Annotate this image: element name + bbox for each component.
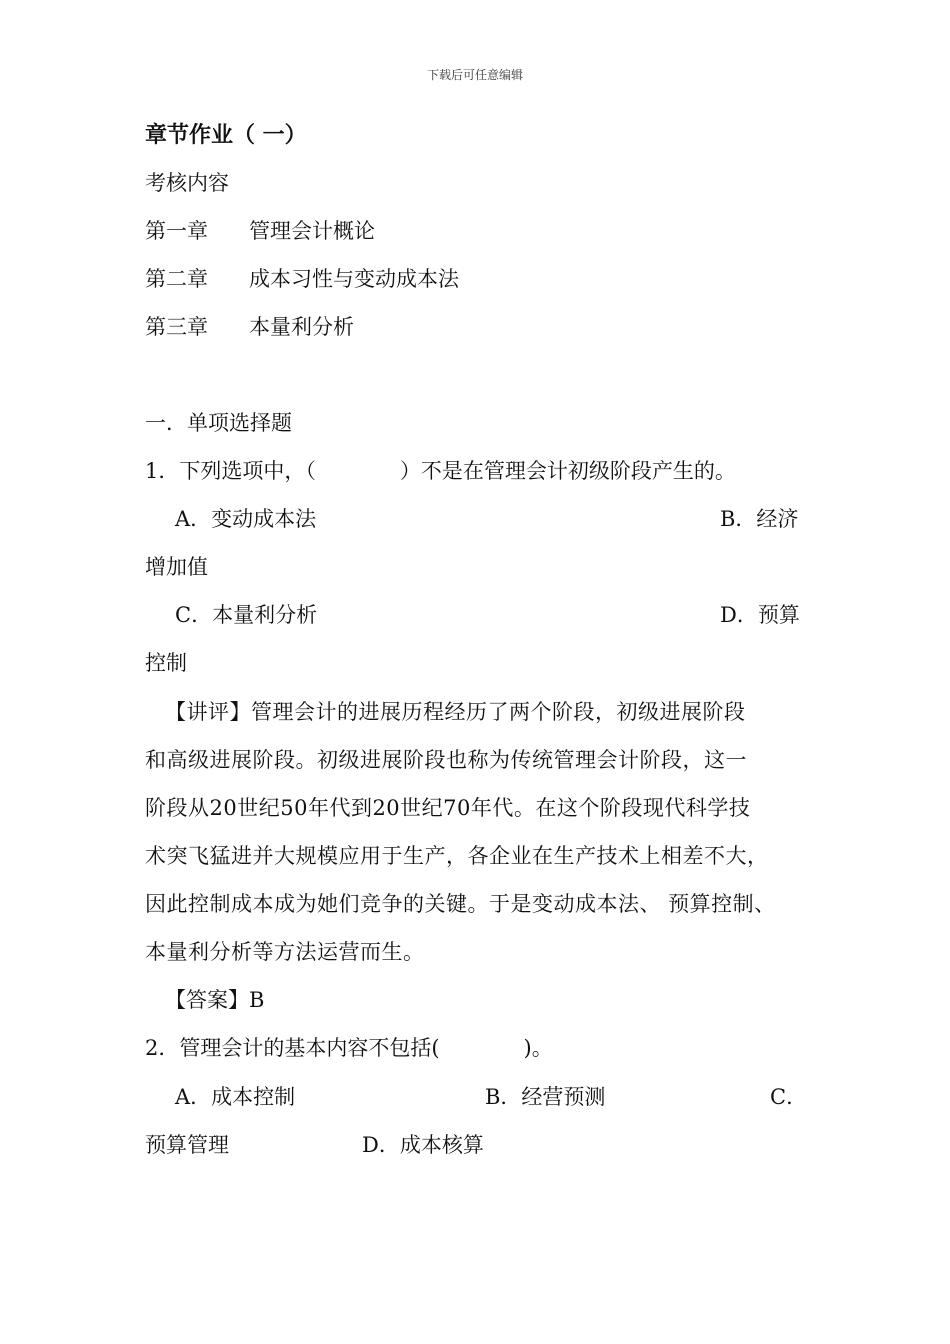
question-2-option-b: B．经营预测 xyxy=(485,1085,606,1109)
chapter-name: 本量利分析 xyxy=(249,315,354,339)
comment-line: 因此控制成本成为她们竞争的关键。于是变动成本法、 预算控制、 xyxy=(145,892,776,916)
question-1-option-a: A．变动成本法 xyxy=(175,507,317,531)
chapter-item xyxy=(145,216,375,246)
section-label: 考核内容 xyxy=(145,171,229,195)
chapter-number: 第一章 xyxy=(145,219,208,243)
chapter-name: 成本习性与变动成本法 xyxy=(249,267,459,291)
question-2-option-d: D．成本核算 xyxy=(362,1133,484,1157)
question-1-option-b-head: B．经济 xyxy=(720,507,799,531)
question-2-option-c-tail: 预算管理 xyxy=(145,1133,229,1157)
comment-line: 本量利分析等方法运营而生。 xyxy=(145,940,425,964)
chapter-item xyxy=(145,264,459,294)
chapter-number: 第三章 xyxy=(145,315,208,339)
question-2-option-a: A．成本控制 xyxy=(175,1085,296,1109)
page-header: 下载后可任意编辑 xyxy=(426,68,523,82)
question-1-option-d-head: D．预算 xyxy=(720,603,800,627)
question-1-stem: 1．下列选项中，（ ）不是在管理会计初级阶段产生的。 xyxy=(145,459,736,483)
question-2-option-c-head: C． xyxy=(770,1085,808,1109)
comment-line: 术突飞猛进并大规模应用于生产，各企业在生产技术上相差不大， xyxy=(145,844,769,868)
comment-line: 和高级进展阶段。初级进展阶段也称为传统管理会计阶段，这一 xyxy=(145,748,747,772)
part-title: 一．单项选择题 xyxy=(145,411,292,435)
question-1-option-c: C．本量利分析 xyxy=(175,603,318,627)
question-1-option-d-tail: 控制 xyxy=(145,651,187,675)
page-title: 章节作业（ 一） xyxy=(145,122,307,148)
question-1-answer: 【答案】B xyxy=(165,988,265,1012)
comment-line: 阶段从20世纪50年代到20世纪70年代。在这个阶段现代科学技 xyxy=(145,796,751,820)
comment-line: 【讲评】管理会计的进展历程经历了两个阶段，初级进展阶段 xyxy=(165,700,746,724)
chapter-name: 管理会计概论 xyxy=(249,219,375,243)
chapter-item xyxy=(145,312,354,342)
question-1-option-b-tail: 增加值 xyxy=(145,555,208,579)
question-2-stem: 2．管理会计的基本内容不包括( )。 xyxy=(145,1036,553,1060)
chapter-number: 第二章 xyxy=(145,267,208,291)
